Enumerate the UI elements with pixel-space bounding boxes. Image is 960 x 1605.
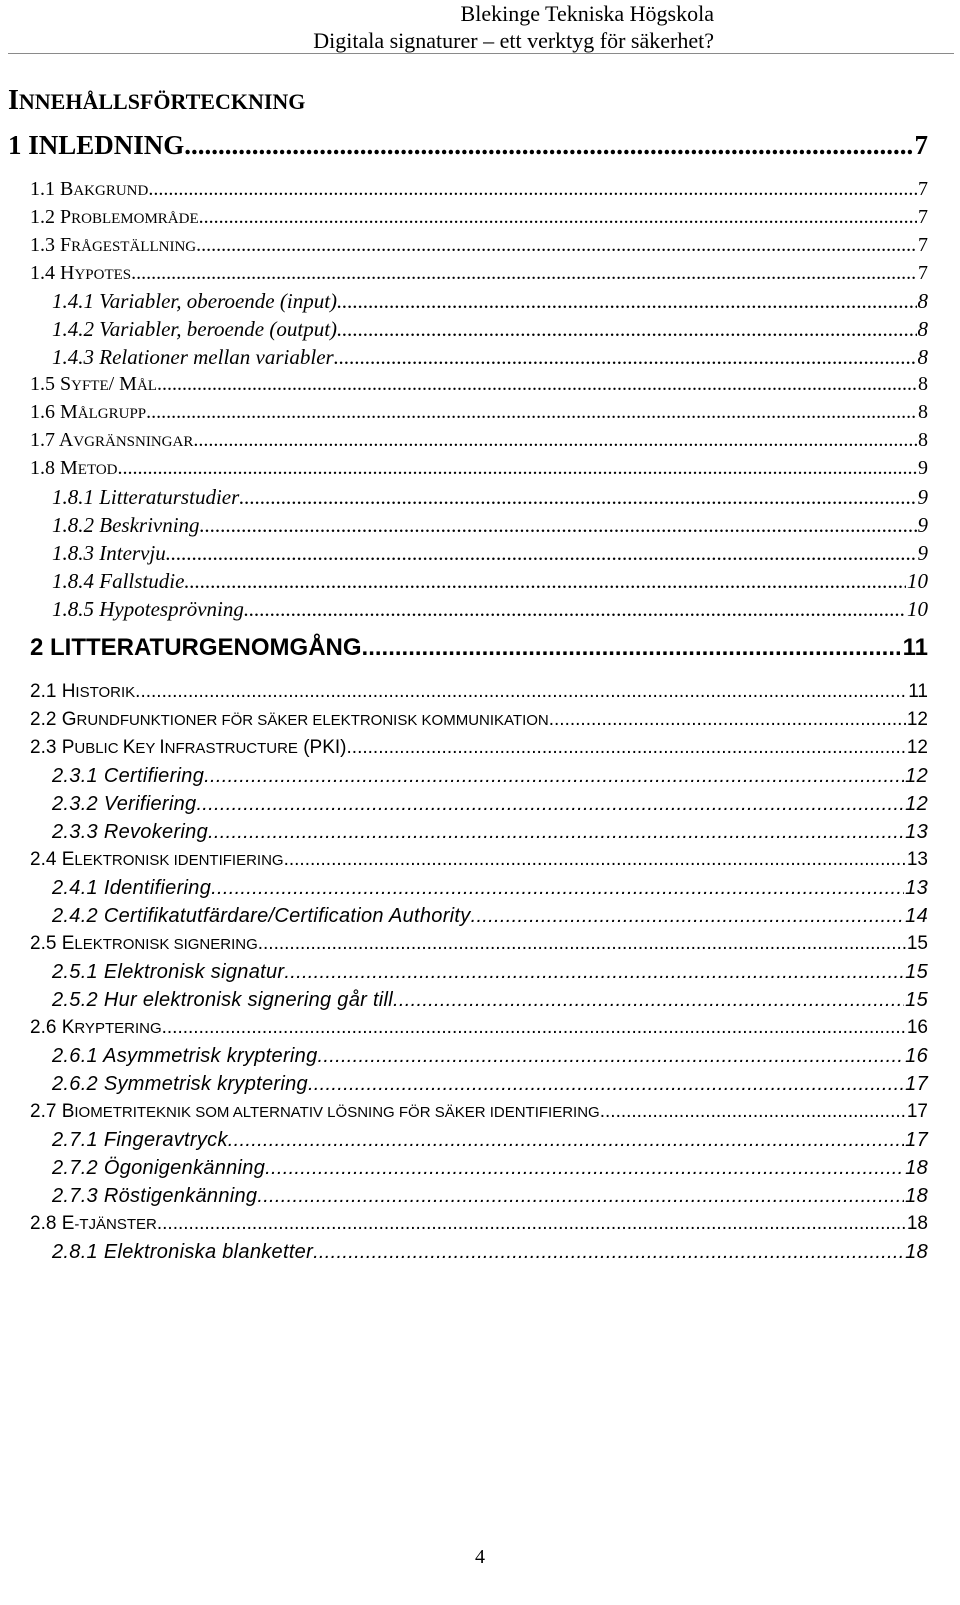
- toc-entry-label: 1.5 SYFTE/ MÅL: [30, 373, 157, 395]
- toc-entry-label: 2 LITTERATURGENOMGÅNG: [30, 634, 362, 661]
- leader-dots: [196, 234, 917, 257]
- leader-dots: [166, 541, 917, 566]
- leader-dots: [118, 457, 917, 480]
- toc-entry-page: 11: [908, 681, 928, 702]
- leader-dots: [162, 1017, 906, 1039]
- toc-entry-page: 7: [918, 206, 928, 228]
- toc-entry[interactable]: [30, 933, 928, 955]
- leader-dots: [258, 933, 906, 955]
- toc-entry[interactable]: [30, 1101, 928, 1123]
- leader-dots: [228, 1129, 904, 1152]
- leader-dots: [337, 289, 916, 314]
- toc-entry-page: 17: [905, 1129, 928, 1151]
- leader-dots: [184, 130, 913, 161]
- toc-entry-label: 2.4 ELEKTRONISK IDENTIFIERING: [30, 849, 284, 870]
- toc-entry-label: 2.3 PUBLIC KEY INFRASTRUCTURE (PKI): [30, 737, 347, 758]
- leader-dots: [393, 989, 904, 1012]
- toc-entry-page: 8: [918, 429, 928, 451]
- toc-entry-label: 1.8.4 Fallstudie: [52, 569, 185, 593]
- toc-entry[interactable]: [52, 569, 928, 594]
- leader-dots: [244, 597, 906, 622]
- toc-entry-page: 17: [905, 1073, 928, 1095]
- toc-entry[interactable]: [30, 373, 928, 396]
- toc-entry-page: 18: [905, 1157, 928, 1179]
- leader-dots: [471, 905, 905, 928]
- leader-dots: [204, 765, 904, 788]
- toc-entry[interactable]: [52, 485, 928, 510]
- toc-entry[interactable]: [30, 429, 928, 452]
- toc-entry[interactable]: [30, 234, 928, 257]
- leader-dots: [193, 429, 917, 452]
- leader-dots: [200, 513, 917, 538]
- toc-entry[interactable]: [30, 178, 928, 201]
- toc-entry-page: 15: [905, 961, 928, 983]
- toc-entry-page: 18: [905, 1185, 928, 1207]
- toc-entry-page: 8: [917, 345, 928, 369]
- toc-entry-page: 7: [914, 130, 928, 160]
- toc-entry[interactable]: [30, 634, 928, 662]
- leader-dots: [347, 737, 906, 759]
- leader-dots: [284, 961, 904, 984]
- leader-dots: [196, 793, 904, 816]
- toc-entry[interactable]: [52, 1073, 928, 1096]
- toc-entry-page: 12: [906, 709, 928, 730]
- toc-entry-label: 2.6.2 Symmetrisk kryptering: [52, 1073, 308, 1095]
- leader-dots: [157, 373, 917, 396]
- toc-entry-page: 8: [917, 289, 928, 313]
- leader-dots: [334, 345, 917, 370]
- leader-dots: [257, 1185, 904, 1208]
- toc-entry-page: 12: [906, 737, 928, 758]
- toc-entry-label: 2.7.2 Ögonigenkänning: [52, 1157, 266, 1179]
- toc-entry[interactable]: [52, 961, 928, 984]
- toc-entry-page: 14: [905, 905, 928, 927]
- toc-entry-label: 1.8.3 Intervju: [52, 541, 166, 565]
- leader-dots: [208, 821, 904, 844]
- toc-entry-page: 10: [907, 569, 928, 593]
- leader-dots: [313, 1241, 904, 1264]
- leader-dots: [337, 317, 916, 342]
- toc-entry-page: 15: [905, 989, 928, 1011]
- toc-entry-label: 1.8 METOD: [30, 457, 118, 479]
- toc-entry-label: 2.5.2 Hur elektronisk signering går till: [52, 989, 394, 1011]
- toc-entry[interactable]: [52, 345, 928, 370]
- toc-entry-label: 1.1 BAKGRUND: [30, 178, 149, 200]
- toc-entry-label: 2.7 BIOMETRITEKNIK SOM ALTERNATIV LÖSNING FÖR SÄKER IDENTIFIERING: [30, 1101, 600, 1122]
- leader-dots: [362, 634, 902, 662]
- leader-dots: [549, 709, 906, 731]
- toc-entry[interactable]: [52, 989, 928, 1012]
- toc-entry-page: 9: [918, 457, 928, 479]
- toc-entry[interactable]: [52, 1157, 928, 1180]
- leader-dots: [318, 1045, 905, 1068]
- toc-entry-page: 18: [905, 1241, 928, 1263]
- toc-entry-label: 2.3.3 Revokering: [52, 821, 209, 843]
- toc-entry[interactable]: [30, 1017, 928, 1039]
- toc-entry-page: 7: [918, 234, 928, 256]
- toc-entry-page: 13: [905, 877, 928, 899]
- toc-entry-page: 15: [906, 933, 928, 954]
- toc-entry[interactable]: [30, 709, 928, 731]
- toc-entry[interactable]: [52, 513, 928, 538]
- toc-entry-page: 12: [905, 765, 928, 787]
- toc-entry-label: 2.1 HISTORIK: [30, 681, 136, 702]
- toc-entry[interactable]: [30, 457, 928, 480]
- toc-entry-label: 1.6 MÅLGRUPP: [30, 401, 147, 423]
- toc-entry-label: 1.7 AVGRÄNSNINGAR: [30, 429, 194, 451]
- header-institution: Blekinge Tekniska Högskola: [460, 1, 714, 26]
- toc-entry-label: 2.8.1 Elektroniska blanketter: [52, 1241, 314, 1263]
- toc-entry-page: 17: [906, 1101, 928, 1122]
- toc-entry-page: 8: [918, 373, 928, 395]
- leader-dots: [184, 569, 906, 594]
- toc-entry-label: 2.7.1 Fingeravtryck: [52, 1129, 228, 1151]
- toc-entry-page: 8: [918, 401, 928, 423]
- toc-entry[interactable]: [52, 1241, 928, 1264]
- toc-entry[interactable]: [8, 130, 928, 161]
- toc-entry-label: 2.3.1 Certifiering: [52, 765, 205, 787]
- toc-entry[interactable]: [52, 541, 928, 566]
- leader-dots: [146, 401, 917, 424]
- toc-entry-page: 16: [905, 1045, 928, 1067]
- toc-entry-page: 8: [917, 317, 928, 341]
- toc-entry[interactable]: [52, 793, 928, 816]
- toc-entry-label: 2.5 ELEKTRONISK SIGNERING: [30, 933, 258, 954]
- leader-dots: [265, 1157, 904, 1180]
- toc-entry[interactable]: [52, 877, 928, 900]
- toc-entry[interactable]: [52, 289, 928, 314]
- toc-entry-label: 1.4 HYPOTES: [30, 262, 132, 284]
- toc-entry[interactable]: [52, 765, 928, 788]
- toc-entry-label: 1.2 PROBLEMOMRÅDE: [30, 206, 199, 228]
- leader-dots: [284, 849, 906, 871]
- toc-entry-label: 1.8.2 Beskrivning: [52, 513, 200, 537]
- toc-entry[interactable]: [52, 597, 928, 622]
- toc-entry[interactable]: [30, 737, 928, 759]
- toc-entry-label: 1.4.1 Variabler, oberoende (input): [52, 289, 338, 313]
- toc-entry-page: 9: [917, 513, 928, 537]
- toc-entry-label: 1.8.1 Litteraturstudier: [52, 485, 240, 509]
- toc-entry[interactable]: [30, 681, 928, 703]
- toc-entry[interactable]: [52, 317, 928, 342]
- toc-entry-page: 13: [906, 849, 928, 870]
- toc-entry-label: 1 INLEDNING: [8, 130, 185, 160]
- toc-entry-label: 2.4.1 Identifiering: [52, 877, 212, 899]
- leader-dots: [135, 681, 907, 703]
- toc-entry-page: 11: [902, 634, 928, 661]
- toc-entry-label: 2.7.3 Röstigenkänning: [52, 1185, 258, 1207]
- leader-dots: [199, 206, 917, 229]
- toc-heading-initial: I: [8, 85, 19, 116]
- header-title: Digitala signaturer – ett verktyg för säkerhet?: [313, 28, 714, 53]
- toc-entry-label: 2.5.1 Elektronisk signatur: [52, 961, 285, 983]
- leader-dots: [239, 485, 916, 510]
- leader-dots: [157, 1213, 906, 1235]
- toc-entry-page: 13: [905, 821, 928, 843]
- toc-entry-label: 2.4.2 Certifikatutfärdare/Certification Authority: [52, 905, 471, 927]
- toc-entry-page: 18: [906, 1213, 928, 1234]
- toc-entry-label: 2.6.1 Asymmetrisk kryptering: [52, 1045, 318, 1067]
- toc-entry[interactable]: [52, 821, 928, 844]
- toc-entry-label: 2.8 E-TJÄNSTER: [30, 1213, 157, 1234]
- toc-entry[interactable]: [52, 1045, 928, 1068]
- toc-entry-page: 9: [917, 485, 928, 509]
- toc-entry[interactable]: [30, 401, 928, 424]
- toc-entry[interactable]: [30, 1213, 928, 1235]
- leader-dots: [211, 877, 904, 900]
- page-number: 4: [475, 1546, 485, 1568]
- leader-dots: [148, 178, 917, 201]
- toc-entry[interactable]: [52, 905, 928, 928]
- toc-entry-label: 1.8.5 Hypotesprövning: [52, 597, 244, 621]
- toc-heading-rest: NNEHÅLLSFÖRTECKNING: [18, 89, 306, 114]
- leader-dots: [600, 1101, 906, 1123]
- toc-entry-label: 2.3.2 Verifiering: [52, 793, 197, 815]
- toc-entry-page: 10: [907, 597, 928, 621]
- leader-dots: [308, 1073, 904, 1096]
- toc-entry-page: 7: [918, 178, 928, 200]
- toc-entry-page: 7: [918, 262, 928, 284]
- toc-entry-page: 9: [917, 541, 928, 565]
- toc-entry[interactable]: [30, 206, 928, 229]
- toc-entry-label: 2.6 KRYPTERING: [30, 1017, 162, 1038]
- toc-entry-label: 1.4.2 Variabler, beroende (output): [52, 317, 338, 341]
- toc-entry-label: 1.3 FRÅGESTÄLLNING: [30, 234, 197, 256]
- toc-entry-page: 12: [905, 793, 928, 815]
- toc-entry-label: 1.4.3 Relationer mellan variabler: [52, 345, 334, 369]
- toc-entry[interactable]: [30, 849, 928, 871]
- toc-entry-page: 16: [906, 1017, 928, 1038]
- toc-entry-label: 2.2 GRUNDFUNKTIONER FÖR SÄKER ELEKTRONISK KOMMUNIKATION: [30, 709, 549, 730]
- toc-entry[interactable]: [52, 1185, 928, 1208]
- toc-entry[interactable]: [52, 1129, 928, 1152]
- toc-entry[interactable]: [30, 262, 928, 285]
- leader-dots: [131, 262, 917, 285]
